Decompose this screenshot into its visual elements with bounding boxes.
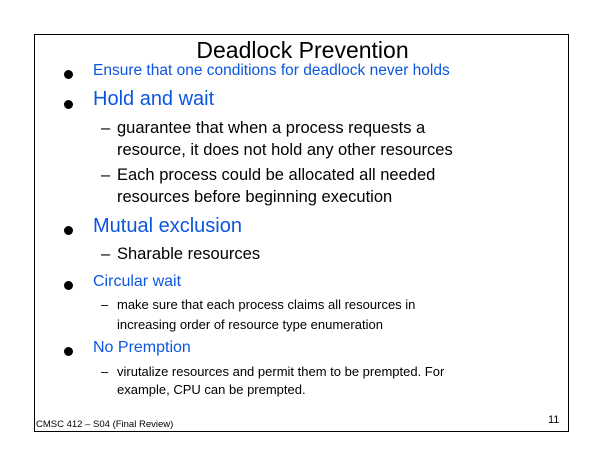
point-text: virutalize resources and permit them to be prempted. For <box>117 364 445 379</box>
point-text: increasing order of resource type enumeration <box>117 317 383 332</box>
dash-marker: – <box>101 119 111 137</box>
intro-text: Ensure that one conditions for deadlock never holds <box>93 62 450 79</box>
point-text: resource, it does not hold any other resources <box>117 141 453 159</box>
dash-marker: – <box>101 364 109 379</box>
dash-marker: – <box>101 166 111 184</box>
section-heading-no-premption: No Premption <box>93 339 191 356</box>
point-text: make sure that each process claims all resources in <box>117 297 416 312</box>
page-number: 11 <box>548 414 560 426</box>
section-heading-circular-wait: Circular wait <box>93 273 182 290</box>
point-text: resources before beginning execution <box>117 188 393 206</box>
bullet-dot <box>64 226 73 235</box>
bullet-dot <box>64 281 73 290</box>
bullet-dot <box>64 347 73 356</box>
bullet-dot <box>64 100 73 109</box>
point-text: guarantee that when a process requests a <box>117 119 426 137</box>
point-text: Sharable resources <box>117 245 261 263</box>
point-text: example, CPU can be prempted. <box>117 382 306 397</box>
dash-marker: – <box>101 245 111 263</box>
point-text: Each process could be allocated all needed <box>117 166 436 184</box>
bullet-dot <box>64 70 73 79</box>
section-heading-hold-and-wait: Hold and wait <box>93 88 215 110</box>
dash-marker: – <box>101 297 109 312</box>
slide-footer: CMSC 412 – S04 (Final Review) <box>36 419 174 430</box>
slide-title: Deadlock Prevention <box>196 37 409 63</box>
section-heading-mutual-exclusion: Mutual exclusion <box>93 215 242 237</box>
